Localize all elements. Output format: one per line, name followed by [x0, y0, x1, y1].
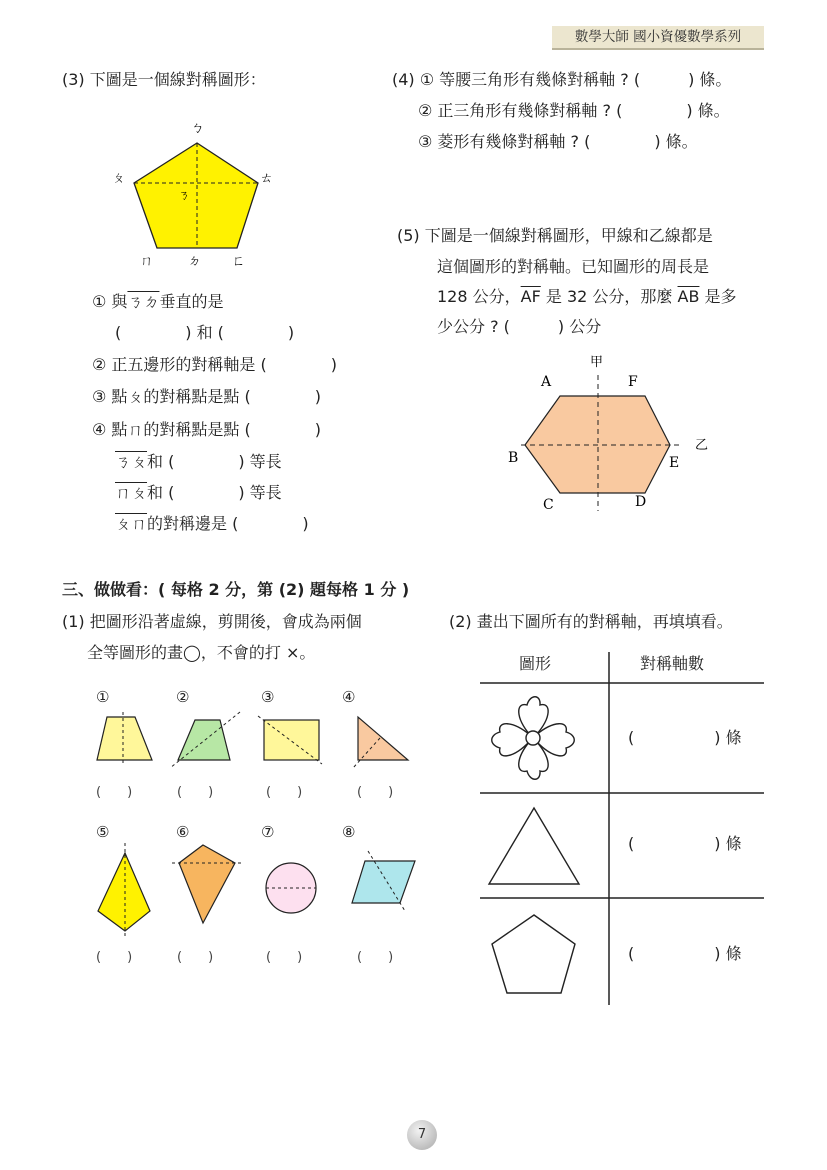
- q3-item2: ② 正五邊形的對稱軸是 ( ): [92, 355, 338, 374]
- shape-8-parallelogram: [352, 851, 415, 911]
- label-d: D: [635, 494, 647, 510]
- label-f: F: [628, 374, 638, 390]
- num-5: ⑤: [96, 823, 110, 841]
- shape-4-triangle: [353, 717, 408, 768]
- label-a: A: [541, 374, 552, 390]
- shape-3-rectangle: [258, 716, 322, 764]
- triangle-shape: [489, 808, 579, 884]
- answer-triangle[interactable]: ( ) 條: [628, 834, 742, 853]
- section3-title: 三、做做看：( 每格 2 分，第 (2) 題每格 1 分 ): [62, 580, 410, 599]
- num-7: ⑦: [261, 823, 275, 841]
- part1-line1: (1) 把圖形沿著虛線，剪開後，會成為兩個: [62, 612, 362, 631]
- q4-line3: ③ 菱形有幾條對稱軸 ? ( ) 條。: [418, 132, 698, 151]
- answer-7[interactable]: ( ): [266, 950, 303, 965]
- pentagon-outline-shape: [492, 915, 575, 993]
- table-header-figure: 圖形: [519, 654, 552, 673]
- label-yi: 乙: [695, 438, 709, 453]
- shape-7-circle: [266, 863, 316, 913]
- shape-1-trapezoid: [97, 712, 152, 766]
- num-6: ⑥: [176, 823, 190, 841]
- label-bo: ㄅ: [191, 121, 205, 136]
- num-1: ①: [96, 688, 110, 706]
- q3-item4b: ㄇㄆ和 ( ) 等長: [115, 483, 282, 502]
- answer-pentagon[interactable]: ( ) 條: [628, 944, 742, 963]
- label-b: B: [508, 450, 519, 466]
- q3-item3: ③ 點ㄆ的對稱點是點 ( ): [92, 387, 322, 406]
- table-header-axes: 對稱軸數: [640, 654, 705, 673]
- flower-shape: [492, 697, 575, 780]
- answer-flower[interactable]: ( ) 條: [628, 728, 742, 747]
- num-8: ⑧: [342, 823, 356, 841]
- pentagon-shape: [134, 143, 258, 248]
- answer-8[interactable]: ( ): [357, 950, 394, 965]
- label-fo: ㄈ: [232, 254, 246, 269]
- answer-4[interactable]: ( ): [357, 785, 394, 800]
- part2-title: (2) 畫出下圖所有的對稱軸，再填填看。: [449, 612, 733, 631]
- q3-item1-blanks[interactable]: ( ) 和 ( ): [115, 323, 295, 342]
- answer-6[interactable]: ( ): [177, 950, 214, 965]
- shape-6-kite: [172, 845, 242, 923]
- q5-line4: 少公分 ? ( ) 公分: [437, 317, 602, 336]
- shapes-row2: [90, 843, 430, 943]
- answer-1[interactable]: ( ): [96, 785, 133, 800]
- pentagon-figure: [110, 118, 290, 268]
- answer-5[interactable]: ( ): [96, 950, 133, 965]
- q5-line2: 這個圖形的對稱軸。已知圖形的周長是: [437, 257, 710, 276]
- label-e: E: [669, 455, 680, 471]
- q4-line2: ② 正三角形有幾條對稱軸 ? ( ) 條。: [418, 101, 730, 120]
- q3-item4c: ㄆㄇ的對稱邊是 ( ): [115, 514, 309, 533]
- series-header: 數學大師 國小資優數學系列: [552, 26, 764, 50]
- q5-line3: 128 公分，$\overline{AF}$ 是 32 公分，那麼 $\overline{AB}$ 是多: [437, 287, 737, 306]
- num-4: ④: [342, 688, 356, 706]
- answer-2[interactable]: ( ): [177, 785, 214, 800]
- shape-5-kite: [98, 843, 150, 938]
- q3-item4a: ㄋㄆ和 ( ) 等長: [115, 452, 282, 471]
- hexagon-figure: [505, 348, 725, 518]
- answer-3[interactable]: ( ): [266, 785, 303, 800]
- label-po: ㄆ: [112, 171, 126, 186]
- q3-item1: ① 與ㄋㄉ垂直的是: [92, 292, 224, 311]
- label-c: C: [543, 497, 554, 513]
- q5-line1: (5) 下圖是一個線對稱圖形，甲線和乙線都是: [397, 226, 713, 245]
- num-3: ③: [261, 688, 275, 706]
- q3-item4: ④ 點ㄇ的對稱點是點 ( ): [92, 420, 322, 439]
- num-2: ②: [176, 688, 190, 706]
- shapes-row1: [90, 712, 430, 772]
- page-number: 7: [407, 1120, 437, 1150]
- part1-line2: 全等圖形的畫◯，不會的打 ×。: [87, 643, 316, 662]
- shape-2-trapezoid: [170, 712, 240, 768]
- q3-title: (3) 下圖是一個線對稱圖形：: [62, 70, 266, 89]
- q4-line1: (4) ① 等腰三角形有幾條對稱軸 ? ( ) 條。: [392, 70, 732, 89]
- label-mo: ㄇ: [140, 254, 154, 269]
- label-de: ㄉ: [188, 254, 202, 269]
- label-te: ㄊ: [260, 171, 274, 186]
- label-jia: 甲: [590, 355, 604, 370]
- label-ne: ㄋ: [178, 188, 191, 202]
